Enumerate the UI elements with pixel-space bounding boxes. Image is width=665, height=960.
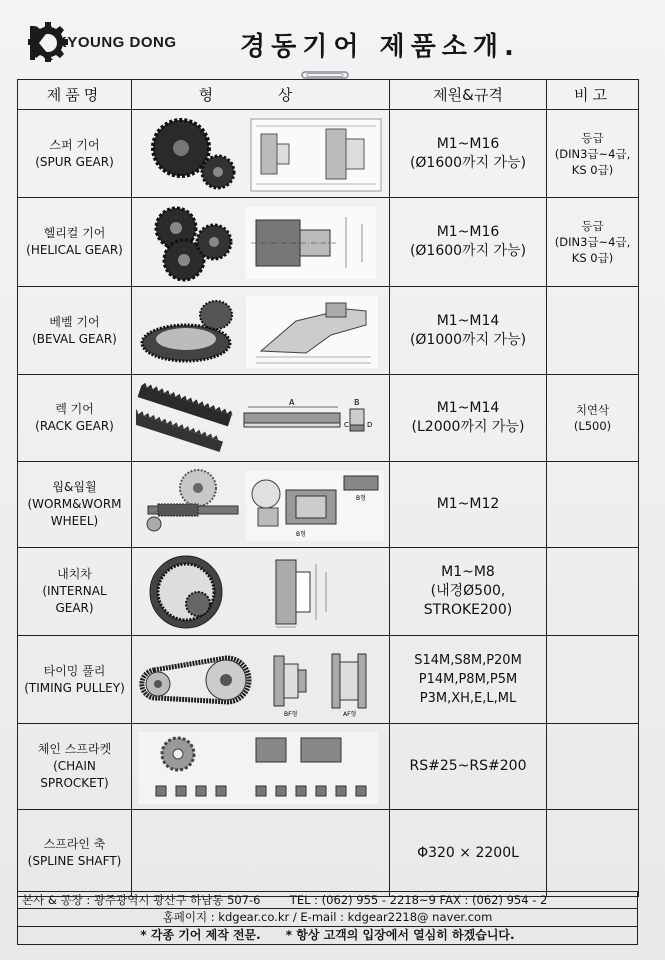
note-line: KS 0급) [571, 251, 614, 265]
rack-label-c: C [343, 421, 349, 429]
pulley-label-bf: BF형 [283, 710, 297, 718]
product-shape [132, 110, 390, 198]
name-line: 렉 기어 [55, 402, 94, 416]
table-row [18, 810, 639, 897]
product-note [547, 810, 639, 897]
table-row [18, 110, 639, 198]
product-spec [390, 110, 547, 198]
table-row [18, 724, 639, 810]
name-line: 스퍼 기어 [49, 137, 100, 152]
product-name [18, 198, 132, 287]
table-row [18, 375, 639, 462]
rack-label-b: B [353, 398, 359, 407]
table-header-row [18, 80, 639, 110]
name-line: 스프라인 축 [43, 837, 106, 851]
footer-tel-fax: TEL : (062) 955 - 2218~9 FAX : (062) 954 - 2 [289, 893, 548, 907]
spec-line: Φ320 × 2200L [417, 844, 519, 861]
product-note [547, 636, 639, 724]
name-line: (SPUR GEAR) [35, 154, 114, 169]
table-row [18, 198, 639, 287]
worm-gear-image [136, 466, 386, 544]
product-table [17, 79, 639, 897]
note-line: (DIN3급~4급, [554, 146, 631, 161]
note-line: (DIN3급~4급, [554, 235, 631, 249]
product-shape [132, 724, 390, 810]
spec-line: M1~M16 [436, 135, 500, 152]
footer [17, 891, 638, 945]
rack-label-d: D [366, 421, 372, 429]
helical-gear-image [136, 202, 386, 282]
spec-line: (L2000까지 가능) [411, 419, 525, 435]
product-name [18, 810, 132, 897]
chain-sprocket-image [136, 728, 386, 806]
spec-line: (Ø1000까지 가능) [409, 331, 527, 348]
product-shape [132, 287, 390, 375]
spec-line: M1~M14 [436, 312, 500, 329]
spec-line: STROKE200) [423, 602, 513, 618]
product-name [18, 462, 132, 548]
product-spec [390, 287, 547, 375]
spec-line: P14M,P8M,P5M [418, 672, 518, 687]
page-title: 경동기어 제품소개. [240, 32, 520, 62]
note-line: 등급 [581, 130, 604, 145]
name-line: 체인 스프라켓 [37, 742, 112, 756]
name-line: (BEVAL GEAR) [32, 331, 117, 346]
product-shape [132, 636, 390, 724]
product-note [547, 462, 639, 548]
footer-web: 홈페이지 : kdgear.co.kr / E-mail : kdgear2218@ naver.com [17, 909, 638, 927]
bevel-gear-image [136, 291, 386, 371]
rack-label-a: A [288, 398, 294, 407]
table-row [18, 287, 639, 375]
pulley-label-af: AF형 [342, 710, 356, 718]
name-line: 웜&웜휠 [52, 480, 97, 494]
note-line: KS 0급) [571, 162, 614, 177]
product-spec [390, 375, 547, 462]
product-note [547, 110, 639, 198]
spec-line: M1~M8 [441, 564, 495, 580]
footer-slogan: * 각종 기어 제작 전문. * 항상 고객의 입장에서 열심히 하겠습니다. [17, 927, 638, 945]
name-line: 타이밍 풀리 [43, 663, 106, 678]
worm-label-b: B형 [295, 530, 306, 538]
table-row [18, 548, 639, 636]
name-line: 헬리컬 기어 [43, 226, 106, 240]
rack-gear-image [136, 379, 386, 457]
product-name [18, 375, 132, 462]
spec-line: RS#25~RS#200 [409, 758, 527, 774]
header-note: 비고 [547, 80, 639, 110]
header-shape: 형 상 [132, 80, 390, 110]
footer-address: 본사 & 공장 : 광주광역시 광산구 하남동 507-6 [22, 893, 261, 907]
timing-pulley-image [136, 640, 386, 720]
name-line: WHEEL) [50, 514, 99, 528]
name-line: (WORM&WORM [27, 497, 122, 511]
name-line: (HELICAL GEAR) [26, 243, 123, 257]
product-shape [132, 548, 390, 636]
header-spec: 제원&규격 [390, 80, 547, 110]
product-note [547, 375, 639, 462]
spec-line: M1~M14 [436, 400, 500, 416]
product-name [18, 287, 132, 375]
spec-line: P3M,XH,E,L,ML [419, 691, 517, 706]
company-logo [22, 20, 202, 66]
name-line: (CHAIN [53, 759, 96, 773]
name-line: (SPLINE SHAFT) [27, 854, 122, 868]
name-line: 내치차 [57, 567, 92, 581]
table-row [18, 462, 639, 548]
header-name: 제품명 [18, 80, 132, 110]
name-line: (INTERNAL [42, 584, 107, 598]
name-line: SPROCKET) [40, 776, 109, 790]
product-spec [390, 198, 547, 287]
product-spec [390, 724, 547, 810]
product-shape [132, 810, 390, 897]
footer-address-row [17, 891, 638, 909]
product-name [18, 724, 132, 810]
product-shape [132, 198, 390, 287]
product-spec [390, 548, 547, 636]
name-line: (TIMING PULLEY) [24, 680, 125, 695]
note-line: 등급 [581, 219, 604, 233]
worm-label-b-2: B형 [355, 494, 366, 502]
spec-line: S14M,S8M,P20M [414, 653, 522, 668]
note-line: 치연삭 [575, 403, 610, 417]
product-name [18, 636, 132, 724]
product-note [547, 548, 639, 636]
spec-line: (Ø1600까지 가능) [409, 243, 527, 259]
product-shape [132, 375, 390, 462]
table-row [18, 636, 639, 724]
product-shape [132, 462, 390, 548]
spec-line: (Ø1600까지 가능) [409, 154, 527, 171]
note-line: (L500) [573, 419, 612, 433]
product-note [547, 198, 639, 287]
spec-line: (내경Ø500, [430, 583, 506, 599]
product-spec [390, 462, 547, 548]
product-name [18, 548, 132, 636]
product-note [547, 287, 639, 375]
internal-gear-image [136, 552, 386, 632]
name-line: 베벨 기어 [49, 314, 100, 329]
name-line: (RACK GEAR) [35, 419, 114, 433]
spec-line: M1~M16 [436, 224, 500, 240]
product-note [547, 724, 639, 810]
company-name: KYOUNG DONG [56, 34, 177, 51]
product-spec [390, 636, 547, 724]
name-line: GEAR) [55, 601, 94, 615]
product-name [18, 110, 132, 198]
spur-gear-image [136, 114, 386, 194]
product-spec [390, 810, 547, 897]
spec-line: M1~M12 [436, 496, 500, 512]
